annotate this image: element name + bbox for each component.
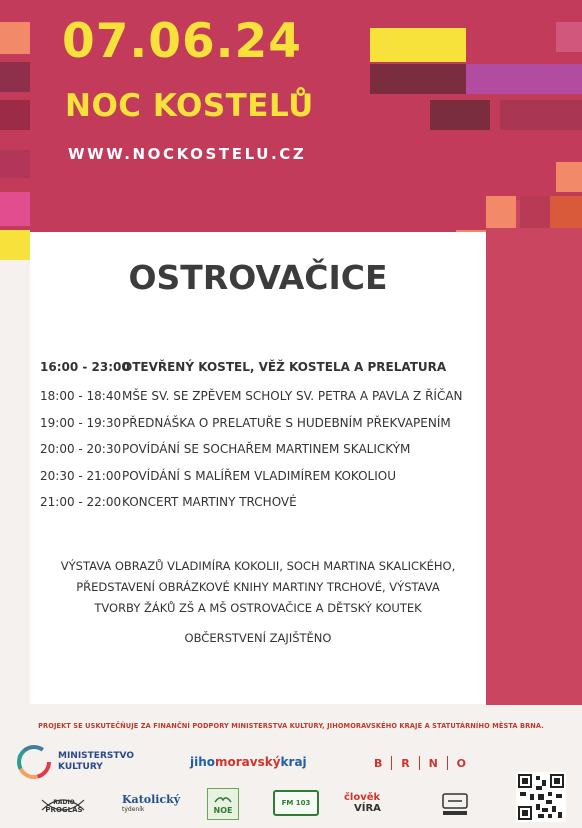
bird-icon	[214, 794, 232, 806]
clovek-vira-logo	[344, 792, 404, 818]
schedule-time: 18:00 - 18:40	[40, 389, 122, 404]
katolicky-sub: týdeník	[122, 806, 145, 813]
tile	[0, 100, 30, 130]
tile	[520, 196, 550, 228]
brno-logo	[374, 754, 466, 772]
brno-letter: B	[374, 756, 383, 770]
tile	[370, 28, 466, 62]
radio-name-line: PROGLAS	[45, 805, 83, 814]
schedule	[40, 355, 480, 516]
noe-name: NOE	[213, 805, 233, 815]
region-logo	[190, 752, 330, 772]
tile	[0, 192, 30, 226]
noe-logo	[207, 788, 239, 820]
schedule-desc: KONCERT MARTINY TRCHOVÉ	[122, 495, 297, 510]
schedule-desc: MŠE SV. SE ZPĚVEM SCHOLY SV. PETRA A PAVLA Z ŘÍČAN	[122, 389, 463, 404]
ministry-name-line: KULTURY	[58, 762, 103, 772]
tile	[550, 196, 582, 228]
tile	[0, 150, 30, 178]
clovek-name: člověk	[344, 792, 381, 803]
refreshments-note: OBČERSTVENÍ ZAJIŠTĚNO	[184, 631, 332, 645]
tile	[370, 64, 466, 94]
exhibition-line: VÝSTAVA OBRAZŮ VLADIMÍRA KOKOLII, SOCH MARTINA SKALICKÉHO,	[60, 559, 456, 573]
katolicky-name: Katolický	[122, 793, 181, 806]
schedule-row	[40, 463, 480, 490]
tile	[0, 22, 30, 54]
schedule-desc: OTEVŘENÝ KOSTEL, VĚŽ KOSTELA A PRELATURA	[122, 360, 447, 374]
tile	[486, 196, 516, 228]
region-name-part: moravský	[215, 755, 281, 769]
schedule-desc: PŘEDNÁŠKA O PRELATUŘE S HUDEBNÍM PŘEKVAPENÍM	[122, 415, 451, 430]
schedule-desc: POVÍDÁNÍ SE SOCHAŘEM MARTINEM SKALICKÝM	[122, 442, 411, 457]
tile	[556, 162, 582, 192]
schedule-row	[40, 410, 480, 437]
radio-proglas-logo	[38, 792, 90, 820]
tile	[0, 62, 30, 92]
schedule-row	[40, 489, 480, 516]
brno-letter: O	[456, 756, 466, 770]
tile	[0, 230, 30, 260]
exhibition-text	[30, 556, 486, 619]
ministry-name-line: MINISTERSTVO	[58, 751, 134, 761]
schedule-row	[40, 436, 480, 463]
katolicky-tydenik-logo	[122, 793, 182, 819]
right-color-band	[486, 200, 582, 705]
tile	[556, 22, 582, 52]
vira-name: VÍRA	[354, 803, 381, 814]
event-title: NOC KOSTELŮ	[65, 88, 314, 124]
schedule-row	[40, 355, 480, 379]
fm-radio-logo	[273, 790, 319, 816]
tile	[500, 100, 582, 130]
event-url: WWW.NOCKOSTELU.CZ	[68, 145, 307, 163]
radio-name-line: RADIO	[53, 798, 75, 806]
exhibition-line: PŘEDSTAVENÍ OBRÁZKOVÉ KNIHY MARTINY TRCHOVÉ, VÝSTAVA	[76, 580, 440, 594]
schedule-time: 20:00 - 20:30	[40, 442, 122, 457]
region-name-part: kraj	[280, 755, 307, 769]
ministry-c-icon	[16, 744, 52, 780]
brno-letter: R	[401, 756, 410, 770]
schedule-time: 16:00 - 23:00	[40, 360, 130, 374]
event-date: 07.06.24	[62, 14, 302, 69]
schedule-time: 20:30 - 21:00	[40, 468, 122, 483]
fm-frequency: FM 103	[281, 799, 311, 807]
tile	[430, 100, 490, 130]
funding-note: PROJEKT SE USKUTEČŇUJE ZA FINANČNÍ PODPORY MINISTERSTVA KULTURY, JIHOMORAVSKÉHO KRAJE A STATUTÁRNÍHO MĚSTA BRNA.	[38, 722, 544, 730]
place-name: OSTROVAČICE	[128, 258, 388, 297]
tile	[466, 64, 582, 94]
schedule-desc: POVÍDÁNÍ S MALÍŘEM VLADIMÍREM KOKOLIOU	[122, 468, 397, 483]
region-name-part: jiho	[190, 755, 216, 769]
schedule-time: 21:00 - 22:00	[40, 495, 122, 510]
schedule-row	[40, 383, 480, 410]
exhibition-line: TVORBY ŽÁKŮ ZŠ A MŠ OSTROVAČICE A DĚTSKÝ KOUTEK	[94, 601, 422, 615]
brno-letter: N	[428, 756, 438, 770]
schedule-time: 19:00 - 19:30	[40, 415, 122, 430]
ministry-logo	[16, 744, 146, 780]
qr-code-icon	[516, 772, 566, 822]
tv-station-logo-icon	[440, 790, 470, 818]
